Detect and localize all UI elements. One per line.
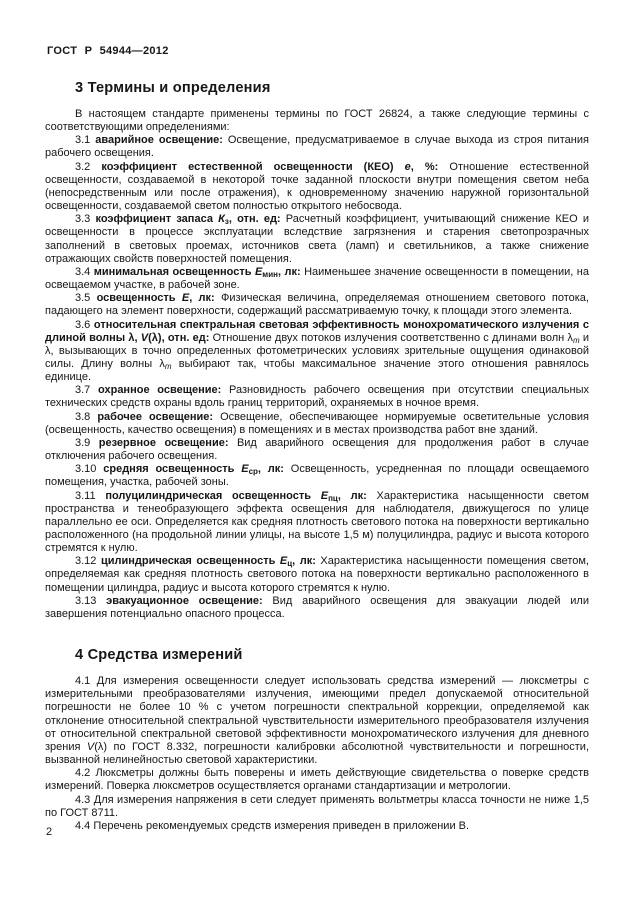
text-segment: 3.6 — [75, 318, 94, 331]
text-segment: Вид аварийного освещения для продолжения работ в случае отключения рабочего освещения. — [45, 436, 589, 463]
text-segment: 3.10 — [75, 463, 104, 476]
text-segment: , лк: — [337, 489, 367, 502]
text-segment: Е — [279, 555, 288, 568]
text-segment: минимальная освещенность — [93, 265, 255, 278]
text-segment: Расчетный коэффициент, учитывающий снижение КЕО и освещенности в процессе эксплуатации вследствие загрязнения и старения светопрозрачных заполнений в световых проемах, источников света (ламп) и светильников, а также снижение отражающих свойств поверхностей помещения. — [45, 213, 589, 265]
text-segment: пц — [328, 493, 338, 503]
text-segment: аварийное освещение: — [95, 134, 223, 147]
text-segment: , лк: — [257, 463, 284, 476]
text-segment: Освещение, обеспечивающее нормируемые осветительные условия (освещенность, качество освещения) в помещениях и в местах производства работ вне зданий. — [45, 410, 589, 436]
text-segment: Характеристика насыщенности светом пространства и тенеобразующего эффекта освещения для наблюдателя, движущегося по улице параллельно ее оси. Определяется как средняя плотность светового потока на поверхности вертикально расположенного (на продольной линии улицы, на высоте 1,5 м) полуцилиндра, радиус и высота которого стремятся к нулю. — [45, 489, 589, 555]
text-segment: , лк: — [189, 292, 215, 305]
text-segment: (λ) по ГОСТ 8.332, погрешности калибровки абсолютной чувствительности и погрешности, вызванной нелинейностью световой характеристики. — [45, 740, 589, 767]
text-segment: 3.4 — [75, 265, 94, 278]
text-segment: коэффициент естественной освещенности (КЕО) — [101, 160, 405, 173]
paragraph — [45, 384, 589, 410]
text-segment: 3.12 — [75, 555, 101, 568]
section-heading: 3 Термины и определения — [75, 80, 271, 96]
text-segment: 3.1 — [75, 134, 96, 147]
paragraph — [45, 767, 589, 793]
paragraph — [45, 437, 589, 463]
text-segment: Вид аварийного освещения для эвакуации людей или завершения потенциально опасного процесса. — [45, 594, 589, 620]
text-segment: (λ), отн. ед: — [148, 331, 210, 344]
text-segment: Е — [254, 265, 263, 278]
text-segment: освещенность — [96, 292, 182, 305]
text-segment: 3.9 — [75, 436, 99, 449]
text-segment: В настоящем стандарте применены термины по ГОСТ 26824, а также следующие термины с соответствующими определениями: — [45, 108, 589, 134]
text-segment: , %: — [410, 160, 439, 173]
text-segment: 3.13 — [75, 594, 107, 607]
text-segment: коэффициент запаса — [95, 213, 219, 226]
text-segment: Наименьшее значение освещенности в помещении, на освещаемом участке, в рабочей зоне. — [45, 265, 589, 292]
text-segment: Е — [241, 463, 249, 476]
text-segment: и λ, вызывающих в точно определенных фотометрических условиях зрительные ощущения одинаковой силы. Длину волны λ — [45, 331, 589, 370]
text-segment: мин — [262, 269, 278, 279]
paragraph — [45, 292, 589, 318]
text-segment: V — [86, 740, 95, 753]
text-segment: Отношение двух потоков излучения соответственно с длинами волн λ — [209, 331, 573, 344]
text-segment: 4.1 Для измерения освещенности следует использовать средства измерений — люксметры с измерительными преобразователями излучения, имеющими предел допускаемой относительной погрешности не более 10 % с учетом погрешности спектральной коррекции, определяемой как отклонение относительной спектральной чувствительности измерительного преобразователя излучения от относительной спектральной световой эффективности монохроматического излучения для дневного зрения — [45, 675, 589, 753]
text-segment: m — [164, 361, 172, 371]
text-segment: ц — [287, 559, 293, 569]
text-segment: m — [572, 335, 580, 345]
text-segment: 4.4 Перечень рекомендуемых средств измерения приведен в приложении В. — [75, 819, 470, 832]
paragraph — [45, 675, 589, 767]
text-segment: е — [404, 160, 411, 173]
text-segment: 3.5 — [75, 292, 97, 305]
text-segment: 4.2 Люксметры должны быть поверены и иметь действующие свидетельства о поверке средств измерений. Поверка люксметров осуществляется органами стандартизации и метрологии. — [45, 767, 589, 793]
text-segment: V — [140, 331, 149, 344]
text-segment: 3.8 — [75, 410, 98, 423]
text-segment: средняя освещенность — [103, 463, 242, 476]
text-segment: 3.3 — [75, 213, 96, 226]
text-segment: выбирают так, чтобы максимальное значение этого отношения равнялось единице. — [45, 357, 589, 384]
text-segment: 4.3 Для измерения напряжения в сети следует применять вольтметры класса точности не ниже 1,5 по ГОСТ 8711. — [45, 793, 589, 819]
section-heading: 4 Средства измерений — [75, 647, 243, 664]
text-segment: К — [218, 213, 225, 226]
text-segment: Освещенность, усредненная по площади освещаемого помещения, участка, рабочей зоны. — [45, 463, 589, 489]
text-segment: , лк: — [277, 265, 301, 278]
text-segment: цилиндрическая освещенность — [100, 555, 280, 568]
document-header: ГОСТ Р 54944—2012 — [47, 45, 169, 57]
text-segment: Разновидность рабочего освещения при отсутствии специальных технических средств охраны вдоль границ территорий, охраняемых в ночное время. — [45, 384, 589, 410]
document-content — [45, 70, 589, 833]
text-segment: Физическая величина, определяемая отношением светового потока, падающего на элемент поверхности, содержащий рассматриваемую точку, к площади этого элемента. — [45, 292, 589, 318]
paragraph — [45, 820, 589, 833]
paragraph — [45, 266, 589, 292]
text-segment: Отношение естественной освещенности, создаваемой в некоторой точке заданной плоскости внутри помещения светом неба (непосредственным или после отражения), к одновременному значению наружной горизонтальной освещенности, создаваемой светом полностью открытого небосвода. — [45, 160, 589, 213]
text-segment: 3.7 — [75, 384, 99, 397]
text-segment: охранное освещение: — [98, 384, 222, 397]
paragraph — [45, 213, 589, 266]
text-segment: з — [224, 217, 229, 227]
paragraph — [45, 490, 589, 556]
page-number: 2 — [46, 826, 53, 838]
text-segment: 3.11 — [75, 489, 106, 502]
text-segment: резервное освещение: — [98, 436, 229, 449]
text-segment: полуцилиндрическая освещенность — [105, 489, 321, 502]
text-segment: Характеристика насыщенности помещения светом, определяемая как средняя плотность светового потока на поверхности вертикально расположенного в помещении цилиндра, радиус и высота которого стремятся к нулю. — [45, 555, 589, 594]
paragraph — [45, 134, 589, 160]
text-segment: 3.2 — [75, 160, 102, 173]
text-segment: относительная спектральная световая эффективность монохроматического излучения с длиной волны λ, — [45, 318, 589, 344]
text-segment: , лк: — [292, 555, 316, 568]
text-segment: Освещение, предусматриваемое в случае выхода из строя питания рабочего освещения. — [45, 134, 589, 160]
paragraph — [45, 411, 589, 437]
paragraph — [45, 161, 589, 214]
paragraph — [45, 108, 589, 134]
paragraph — [45, 319, 589, 385]
text-segment: Е — [320, 489, 329, 502]
paragraph — [45, 463, 589, 489]
text-segment: эвакуационное освещение: — [106, 594, 263, 607]
paragraph — [45, 555, 589, 594]
text-segment: , отн. ед: — [228, 213, 281, 226]
text-segment: рабочее освещение: — [97, 410, 214, 423]
paragraph — [45, 794, 589, 820]
text-segment: Е — [181, 292, 190, 305]
text-segment: ср — [248, 467, 258, 477]
paragraph — [45, 595, 589, 621]
